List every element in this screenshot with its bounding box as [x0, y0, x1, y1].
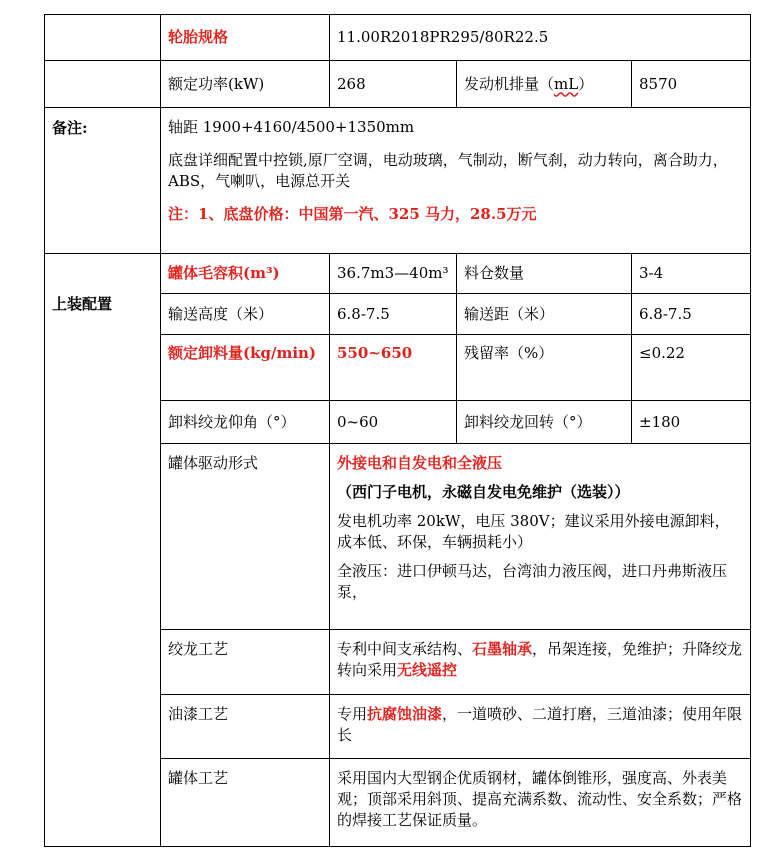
drive-line2: （西门子电机，永磁自发电免维护（选装））: [337, 483, 630, 501]
paint-text-1: 专用: [337, 705, 368, 723]
angle-value: 0~60: [330, 401, 457, 444]
notes-content: [161, 108, 751, 254]
tire-row: [45, 15, 751, 61]
convey-height-value: 6.8-7.5: [330, 294, 457, 335]
paint-text-2: 抗腐蚀油漆: [367, 705, 443, 723]
auger-text-4: 无线遥控: [397, 661, 458, 679]
displacement-label: 发动机排量（mL）: [457, 61, 632, 108]
power-row: [45, 61, 751, 108]
auger-content: [330, 630, 751, 695]
paint-label: 油漆工艺: [161, 695, 330, 759]
auger-text-2: 石墨轴承: [472, 640, 533, 658]
tank-volume-value: 36.7m3—40m³: [330, 254, 457, 294]
drive-label: 罐体驱动形式: [161, 444, 330, 630]
spec-table: [44, 14, 751, 847]
convey-height-label: 输送高度（米）: [161, 294, 330, 335]
auger-label: 绞龙工艺: [161, 630, 330, 695]
unit-ml: mL: [554, 74, 579, 93]
discharge-value: 550~650: [330, 335, 457, 401]
paint-content: [330, 695, 751, 759]
tire-label: 轮胎规格: [161, 15, 330, 61]
chassis-text: 底盘详细配置中控锁,原厂空调，电动玻璃，气制动，断气刹，动力转向，离合助力，ABS，气喇叭，电源总开关: [168, 151, 728, 190]
convey-distance-label: 输送距（米）: [457, 294, 632, 335]
blank-cell: [45, 61, 161, 108]
rotation-value: ±180: [632, 401, 751, 444]
bin-count-value: 3-4: [632, 254, 751, 294]
tank-volume-label: 罐体毛容积(m³): [161, 254, 330, 294]
drive-line3: 发电机功率 20kW，电压 380V；建议采用外接电源卸料，成本低、环保，车辆损耗小）: [337, 512, 730, 551]
angle-label: 卸料绞龙仰角（°）: [161, 401, 330, 444]
tank-process-label: 罐体工艺: [161, 759, 330, 847]
notes-title: 备注:: [45, 108, 161, 254]
displacement-value: 8570: [632, 61, 751, 108]
drive-line1: 外接电和自发电和全液压: [337, 454, 503, 472]
wheelbase-text: 轴距 1900+4160/4500+1350mm: [168, 118, 415, 136]
drive-content: [330, 444, 751, 630]
tank-volume-row: [45, 254, 751, 294]
upper-title: 上装配置: [45, 254, 161, 847]
residual-value: ≤0.22: [632, 335, 751, 401]
tank-process-text: 采用国内大型钢企优质钢材，罐体倒锥形，强度高、外表美观；顶部采用斜顶、提高充满系数、流动性、安全系数；严格的焊接工艺保证质量。: [337, 769, 743, 829]
auger-text-1: 专利中间支承结构、: [337, 640, 473, 658]
discharge-label: 额定卸料量(kg/min): [161, 335, 330, 401]
convey-distance-value: 6.8-7.5: [632, 294, 751, 335]
price-note: 注：1、底盘价格：中国第一汽、325 马力，28.5万元: [168, 205, 537, 223]
notes-row: [45, 108, 751, 254]
drive-line4: 全液压：进口伊顿马达，台湾油力液压阀，进口丹弗斯液压泵，: [337, 562, 728, 601]
bin-count-label: 料仓数量: [457, 254, 632, 294]
tank-process-content: [330, 759, 751, 847]
residual-label: 残留率（%）: [457, 335, 632, 401]
tire-value: 11.00R2018PR295/80R22.5: [330, 15, 751, 61]
rotation-label: 卸料绞龙回转（°）: [457, 401, 632, 444]
power-value: 268: [330, 61, 457, 108]
auger-text-3: ，吊架连接，免维护；升降绞龙转向采用: [337, 640, 743, 679]
blank-cell: [45, 15, 161, 61]
power-label: 额定功率(kW): [161, 61, 330, 108]
paint-text-3: ，一道喷砂、二道打磨，三道油漆；使用年限长: [337, 705, 743, 744]
